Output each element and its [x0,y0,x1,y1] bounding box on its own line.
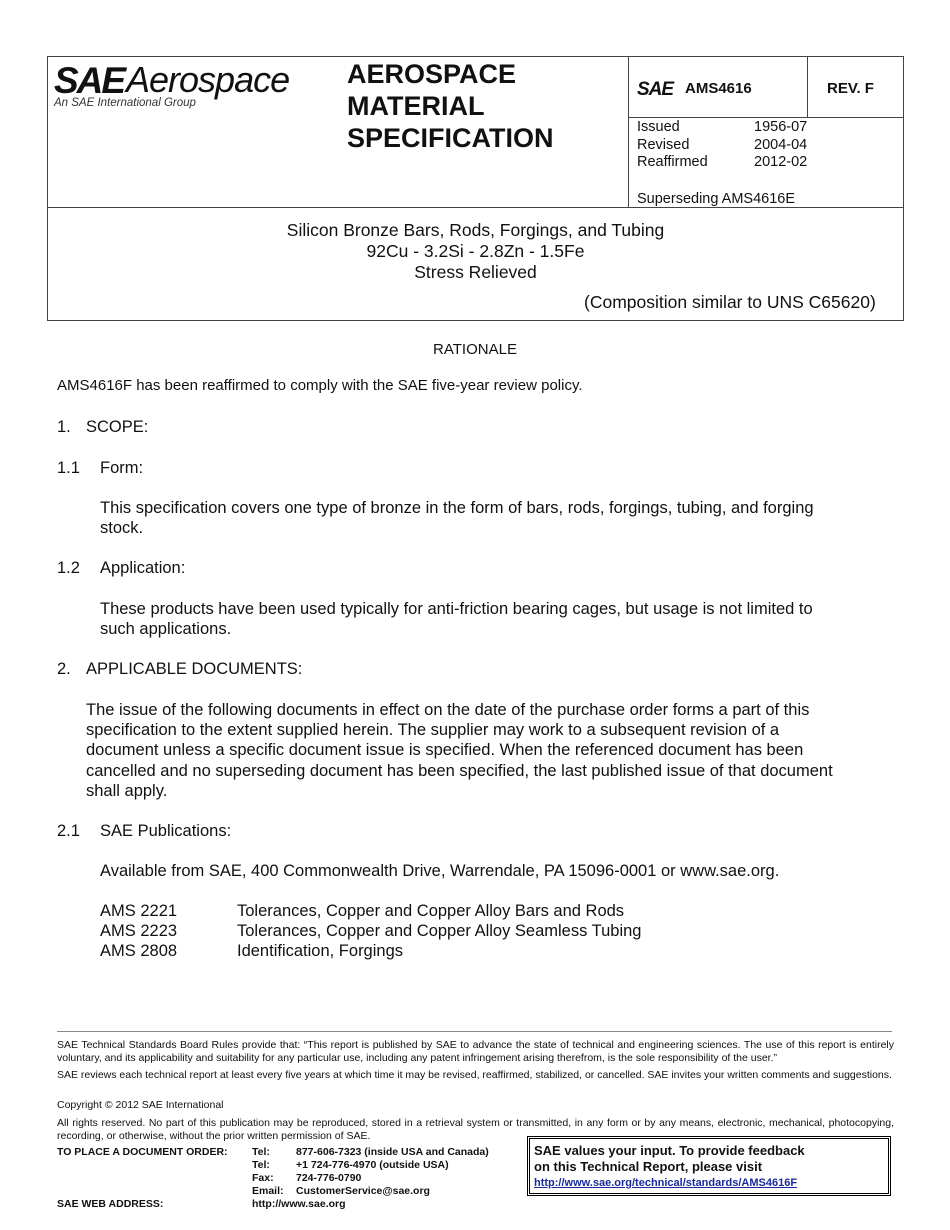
contact-label: Email: [252,1185,284,1197]
title-line: MATERIAL [347,91,485,121]
document-code: AMS 2223 [100,922,178,941]
feedback-link[interactable]: http://www.sae.org/technical/standards/AMS4616F [534,1177,798,1189]
section-heading-form: Form: [100,459,144,477]
superseding-note: Superseding AMS4616E [637,191,795,207]
header-divider [628,56,629,208]
footer-disclaimer: SAE Technical Standards Board Rules provide that: “This report is published by SAE to advance the state of technical and engineering sciences. The use of this report is entirely voluntary, and its applicability and suitability for any particular use, including any patent infringement arising therefrom, is the sole responsibility of the user.” [57,1039,894,1064]
section-heading-application: Application: [100,559,186,577]
logo-subtitle: An SAE International Group [54,97,196,109]
footer-rights: All rights reserved. No part of this publication may be reproduced, stored in a retrieval system or transmitted, in any form or by any means, electronic, mechanical, photocopying, recording, or otherwise, without the prior written permission of SAE. [57,1117,894,1142]
paragraph-line: stock. [100,519,144,537]
document-title: Tolerances, Copper and Copper Alloy Bars and Rods [237,902,625,920]
date-value: 1956-07 [754,119,808,135]
paragraph-line: These products have been used typically for anti-friction bearing cages, but usage is not limited to [100,600,813,618]
contact-row [252,1185,489,1198]
aerospace-logo: Aerospace [126,59,290,100]
document-type-title [347,58,554,154]
subject-line: Silicon Bronze Bars, Rods, Forgings, and Tubing [286,220,665,240]
web-address-link[interactable]: http://www.sae.org [252,1198,346,1210]
contact-email[interactable]: CustomerService@sae.org [296,1185,430,1197]
revision-label: REV. F [827,80,874,97]
subject-title [47,220,904,283]
section-number: 1.1 [57,459,80,477]
feedback-content [534,1143,805,1191]
list-item [100,941,641,961]
date-label: Reaffirmed [637,154,708,170]
applicable-documents-paragraph [86,700,833,801]
document-number: AMS4616 [685,80,752,97]
contact-label: Fax: [252,1172,274,1184]
header-divider [807,56,808,118]
contact-row [252,1146,489,1159]
date-history [637,119,807,172]
section-number: 1. [57,418,71,436]
footer-copyright: Copyright © 2012 SAE International [57,1099,224,1111]
date-row [637,137,807,155]
date-value: 2004-04 [754,136,808,153]
date-value: 2012-02 [754,154,808,170]
composition-note: (Composition similar to UNS C65620) [584,292,876,312]
paragraph-line: cancelled and no superseding document has been specified, the last published issue of that document [86,761,833,780]
sae-small-logo: SAE [637,79,674,100]
contact-value: 724-776-0790 [296,1172,362,1184]
feedback-line: on this Technical Report, please visit [534,1159,763,1174]
feedback-line: SAE values your input. To provide feedback [534,1143,805,1158]
paragraph-line: document unless a specific document issue is specified. When the referenced document has been [86,741,804,760]
footer-review-note: SAE reviews each technical report at least every five years at which time it may be revised, reaffirmed, stabilized, or cancelled. SAE invites your written comments and suggestions. [57,1069,892,1081]
list-item [100,921,641,941]
paragraph-line: The issue of the following documents in effect on the date of the purchase order forms a part of this [86,701,810,719]
paragraph-line: such applications. [100,620,232,638]
web-address-label: SAE WEB ADDRESS: [57,1198,164,1210]
section-heading-sae-publications: SAE Publications: [100,822,232,840]
contact-value: 877-606-7323 (inside USA and Canada) [296,1146,489,1158]
rationale-text: AMS4616F has been reaffirmed to comply with the SAE five-year review policy. [57,377,583,394]
sae-logo: SAE [54,60,125,101]
section-heading-scope: SCOPE: [86,418,149,436]
paragraph-line: specification to the extent supplied herein. The supplier may work to a subsequent revision of a [86,721,780,740]
document-title: Tolerances, Copper and Copper Alloy Seamless Tubing [237,922,642,941]
subject-line: 92Cu - 3.2Si - 2.8Zn - 1.5Fe [366,241,585,261]
date-row [637,154,807,172]
section-number: 1.2 [57,559,80,577]
document-title: Identification, Forgings [237,942,404,961]
contact-list [252,1146,489,1198]
title-line: AEROSPACE [347,59,517,89]
date-row [637,119,807,137]
title-line: SPECIFICATION [347,123,554,153]
availability-text: Available from SAE, 400 Commonwealth Drive, Warrendale, PA 15096-0001 or www.sae.org. [100,862,780,880]
document-code: AMS 2221 [100,902,178,920]
order-label: TO PLACE A DOCUMENT ORDER: [57,1146,228,1158]
document-code: AMS 2808 [100,942,178,961]
date-label: Issued [637,119,680,135]
header-divider [628,117,904,118]
date-label: Revised [637,136,690,153]
subject-line: Stress Relieved [414,262,537,282]
contact-label: Tel: [252,1159,270,1171]
contact-value: +1 724-776-4970 (outside USA) [296,1159,449,1171]
section-heading-documents: APPLICABLE DOCUMENTS: [86,660,303,678]
contact-row [252,1159,489,1172]
section-number: 2.1 [57,822,80,840]
section-number: 2. [57,660,71,678]
rationale-heading: RATIONALE [433,341,517,358]
list-item [100,901,641,921]
referenced-documents-list [100,901,641,962]
footer-divider [57,1031,892,1032]
paragraph-line: This specification covers one type of bronze in the form of bars, rods, forgings, tubing, and forging [100,499,814,517]
paragraph-line: shall apply. [86,781,168,800]
contact-label: Tel: [252,1146,270,1158]
contact-row [252,1172,489,1185]
